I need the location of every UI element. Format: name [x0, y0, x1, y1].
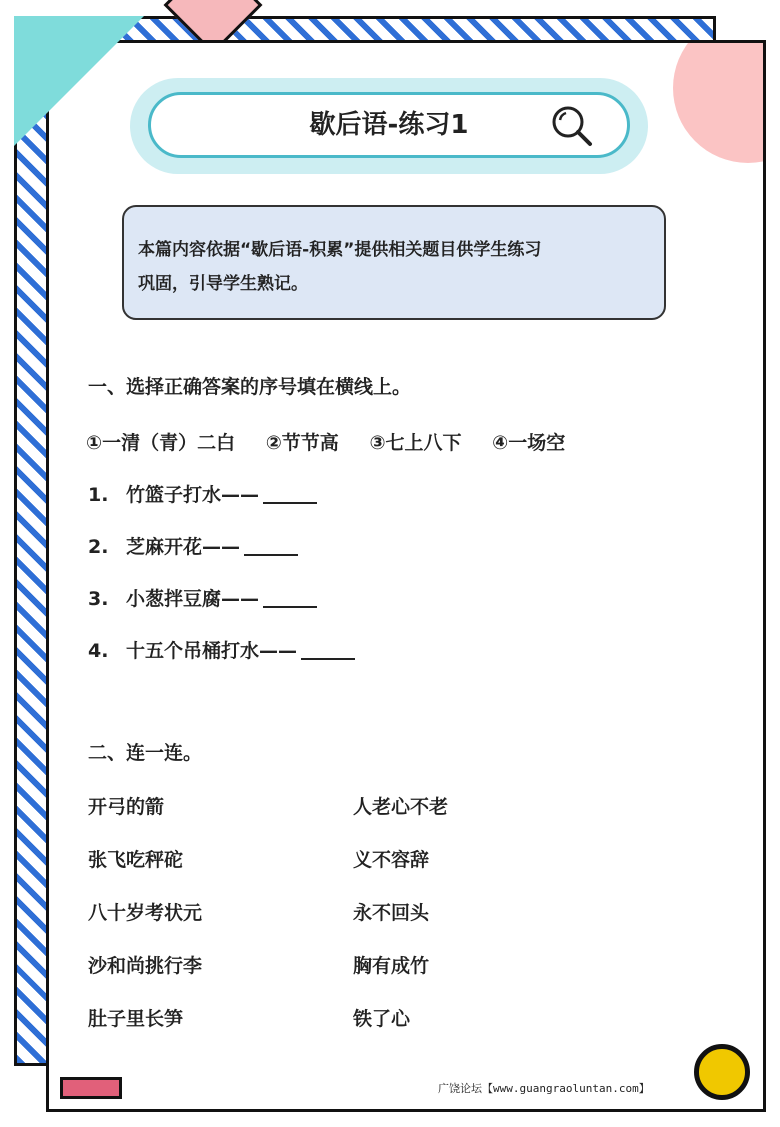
intro-line-1: 本篇内容依据“歇后语-积累”提供相关题目供学生练习 — [138, 240, 542, 260]
question-text: 竹篮子打水—— — [126, 484, 260, 506]
question-text: 芝麻开花—— — [126, 536, 241, 558]
question-row — [88, 480, 317, 507]
option-1: ①一清（青）二白 — [86, 432, 236, 454]
section2-heading: 二、连一连。 — [88, 742, 203, 764]
match-left-item[interactable]: 张飞吃秤砣 — [88, 849, 184, 871]
intro-line-2: 巩固，引导学生熟记。 — [138, 274, 308, 294]
teal-corner-decoration — [14, 16, 144, 146]
question-number: 4. — [88, 640, 109, 662]
question-text: 十五个吊桶打水—— — [126, 640, 298, 662]
question-row — [88, 584, 317, 611]
match-left-item[interactable]: 肚子里长笋 — [88, 1008, 184, 1030]
pink-circle-decoration — [673, 40, 766, 163]
yellow-circle-decoration — [694, 1044, 750, 1100]
match-left-item[interactable]: 开弓的箭 — [88, 796, 165, 818]
match-right-item[interactable]: 铁了心 — [353, 1008, 411, 1030]
answer-blank[interactable] — [263, 502, 317, 504]
answer-blank[interactable] — [301, 658, 355, 660]
answer-blank[interactable] — [263, 606, 317, 608]
question-number: 2. — [88, 536, 109, 558]
option-4: ④一场空 — [492, 432, 566, 454]
match-left-item[interactable]: 八十岁考状元 — [88, 902, 203, 924]
match-right-item[interactable]: 永不回头 — [353, 902, 430, 924]
section1-heading: 一、选择正确答案的序号填在横线上。 — [88, 376, 412, 398]
answer-options — [86, 428, 589, 455]
match-right-item[interactable]: 义不容辞 — [353, 849, 430, 871]
footer-source: 广饶论坛【www.guangraoluntan.com】 — [438, 1082, 650, 1095]
question-row — [88, 532, 298, 559]
search-icon — [548, 102, 596, 150]
option-3: ③七上八下 — [369, 432, 462, 454]
question-row — [88, 636, 355, 663]
footer-tag — [60, 1077, 122, 1099]
question-text: 小葱拌豆腐—— — [126, 588, 260, 610]
match-right-item[interactable]: 人老心不老 — [353, 796, 449, 818]
question-number: 3. — [88, 588, 109, 610]
match-right-item[interactable]: 胸有成竹 — [353, 955, 430, 977]
answer-blank[interactable] — [244, 554, 298, 556]
question-number: 1. — [88, 484, 109, 506]
match-left-item[interactable]: 沙和尚挑行李 — [88, 955, 203, 977]
option-2: ②节节高 — [265, 432, 339, 454]
intro-box — [122, 205, 666, 320]
page-title: 歇后语-练习1 — [309, 110, 469, 140]
